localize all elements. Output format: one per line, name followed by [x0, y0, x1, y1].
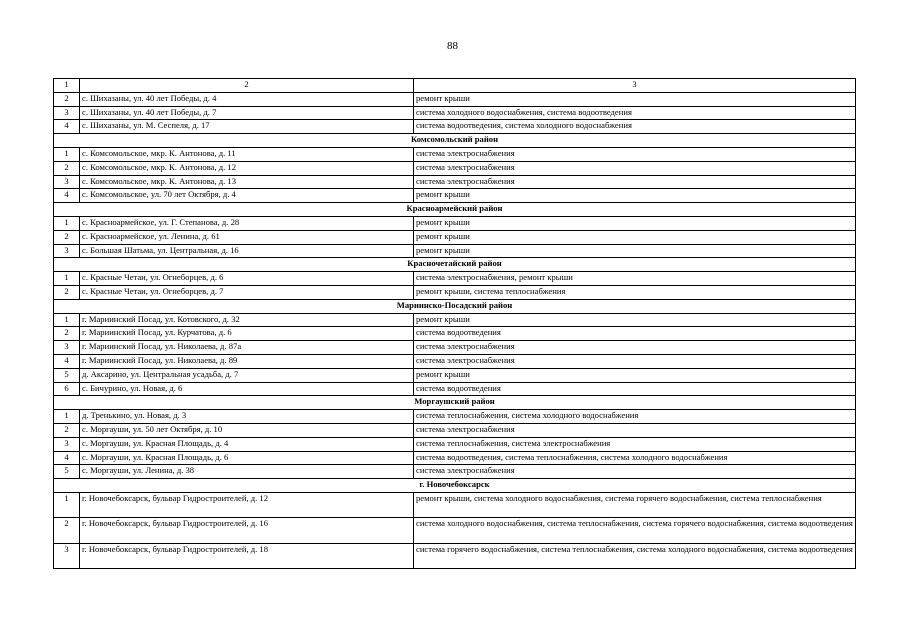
- header-col-3: 3: [414, 79, 856, 93]
- row-number: 2: [54, 161, 80, 175]
- table-row: [54, 244, 856, 258]
- row-works: система электроснабжения: [414, 175, 856, 189]
- row-address: с. Шихазаны, ул. 40 лет Победы, д. 7: [80, 106, 414, 120]
- table-row: [54, 106, 856, 120]
- section-title: Моргаушский район: [54, 396, 856, 410]
- section-title: Красночетайский район: [54, 258, 856, 272]
- table-row: [54, 327, 856, 341]
- row-works: система теплоснабжения, система холодного водоснабжения: [414, 410, 856, 424]
- row-number: 3: [54, 175, 80, 189]
- row-address: г. Мариинский Посад, ул. Николаева, д. 89: [80, 354, 414, 368]
- row-works: ремонт крыши: [414, 92, 856, 106]
- row-address: с. Бичурино, ул. Новая, д. 6: [80, 382, 414, 396]
- table-row: [54, 368, 856, 382]
- row-number: 4: [54, 120, 80, 134]
- row-address: с. Комсомольское, мкр. К. Антонова, д. 11: [80, 147, 414, 161]
- row-works: ремонт крыши: [414, 189, 856, 203]
- row-works: ремонт крыши: [414, 313, 856, 327]
- row-address: с. Моргауши, ул. Красная Площадь, д. 6: [80, 451, 414, 465]
- row-number: 1: [54, 147, 80, 161]
- row-works: ремонт крыши, система теплоснабжения: [414, 285, 856, 299]
- row-works: система водоотведения: [414, 382, 856, 396]
- row-number: 2: [54, 230, 80, 244]
- row-address: с. Большая Шатьма, ул. Центральная, д. 16: [80, 244, 414, 258]
- row-works: система электроснабжения: [414, 161, 856, 175]
- row-number: 1: [54, 313, 80, 327]
- table-row: [54, 518, 856, 543]
- row-address: с. Красноармейское, ул. Г. Степанова, д. 28: [80, 216, 414, 230]
- table-row: [54, 147, 856, 161]
- row-address: с. Шихазаны, ул. 40 лет Победы, д. 4: [80, 92, 414, 106]
- table-row: [54, 451, 856, 465]
- row-address: с. Красные Четаи, ул. Огнеборцев, д. 6: [80, 272, 414, 286]
- section-header-row: [54, 134, 856, 148]
- row-address: с. Красные Четаи, ул. Огнеборцев, д. 7: [80, 285, 414, 299]
- row-number: 4: [54, 189, 80, 203]
- table-row: [54, 423, 856, 437]
- section-header-row: [54, 479, 856, 493]
- section-header-row: [54, 299, 856, 313]
- row-number: 5: [54, 368, 80, 382]
- row-address: г. Мариинский Посад, ул. Николаева, д. 87а: [80, 341, 414, 355]
- section-title: Красноармейский район: [54, 203, 856, 217]
- row-address: г. Новочебоксарск, бульвар Гидростроителей, д. 16: [80, 518, 414, 543]
- row-number: 1: [54, 410, 80, 424]
- table-row: [54, 437, 856, 451]
- row-works: система водоотведения, система теплоснабжения, система холодного водоснабжения: [414, 451, 856, 465]
- row-address: г. Новочебоксарск, бульвар Гидростроителей, д. 12: [80, 492, 414, 517]
- section-header-row: [54, 203, 856, 217]
- page-number: 88: [447, 40, 458, 52]
- row-works: система холодного водоснабжения, система теплоснабжения, система горячего водоснабжения, система водоотведения: [414, 518, 856, 543]
- table-row: [54, 382, 856, 396]
- row-number: 3: [54, 341, 80, 355]
- table-row: [54, 230, 856, 244]
- row-address: с. Шихазаны, ул. М. Сеспеля, д. 17: [80, 120, 414, 134]
- row-number: 5: [54, 465, 80, 479]
- row-number: 3: [54, 543, 80, 568]
- row-works: система водоотведения, система холодного водоснабжения: [414, 120, 856, 134]
- row-number: 2: [54, 285, 80, 299]
- row-works: система электроснабжения: [414, 147, 856, 161]
- table-row: [54, 216, 856, 230]
- row-works: система электроснабжения: [414, 465, 856, 479]
- row-number: 1: [54, 272, 80, 286]
- row-works: система водоотведения: [414, 327, 856, 341]
- row-number: 4: [54, 354, 80, 368]
- row-number: 1: [54, 216, 80, 230]
- table-row: [54, 272, 856, 286]
- row-works: ремонт крыши: [414, 244, 856, 258]
- table-row: [54, 543, 856, 568]
- table-row: [54, 341, 856, 355]
- row-number: 2: [54, 327, 80, 341]
- row-number: 3: [54, 106, 80, 120]
- row-number: 2: [54, 518, 80, 543]
- row-address: с. Комсомольское, ул. 70 лет Октября, д. 4: [80, 189, 414, 203]
- table-row: [54, 92, 856, 106]
- table-row: [54, 492, 856, 517]
- table-row: [54, 161, 856, 175]
- table-row: [54, 175, 856, 189]
- row-number: 2: [54, 92, 80, 106]
- table-row: [54, 465, 856, 479]
- header-col-2: 2: [80, 79, 414, 93]
- table-body: [54, 79, 856, 569]
- row-address: г. Мариинский Посад, ул. Курчатова, д. 6: [80, 327, 414, 341]
- row-address: г. Мариинский Посад, ул. Котовского, д. 32: [80, 313, 414, 327]
- row-address: с. Комсомольское, мкр. К. Антонова, д. 12: [80, 161, 414, 175]
- row-number: 6: [54, 382, 80, 396]
- table-header-row: [54, 79, 856, 93]
- row-address: с. Моргауши, ул. Ленина, д. 38: [80, 465, 414, 479]
- row-address: д. Тренькино, ул. Новая, д. 3: [80, 410, 414, 424]
- table-row: [54, 285, 856, 299]
- row-number: 3: [54, 244, 80, 258]
- row-number: 3: [54, 437, 80, 451]
- section-title: г. Новочебоксарск: [54, 479, 856, 493]
- header-col-1: 1: [54, 79, 80, 93]
- section-header-row: [54, 258, 856, 272]
- table-row: [54, 189, 856, 203]
- row-works: ремонт крыши: [414, 230, 856, 244]
- row-works: система теплоснабжения, система электроснабжения: [414, 437, 856, 451]
- row-number: 2: [54, 423, 80, 437]
- row-address: г. Новочебоксарск, бульвар Гидростроителей, д. 18: [80, 543, 414, 568]
- row-address: с. Комсомольское, мкр. К. Антонова, д. 13: [80, 175, 414, 189]
- row-works: ремонт крыши: [414, 368, 856, 382]
- row-works: система электроснабжения: [414, 341, 856, 355]
- row-address: д. Аксарино, ул. Центральная усадьба, д. 7: [80, 368, 414, 382]
- table-row: [54, 410, 856, 424]
- table-row: [54, 313, 856, 327]
- row-works: ремонт крыши, система холодного водоснабжения, система горячего водоснабжения, система теплоснабжения: [414, 492, 856, 517]
- row-address: с. Моргауши, ул. 50 лет Октября, д. 10: [80, 423, 414, 437]
- row-number: 1: [54, 492, 80, 517]
- section-header-row: [54, 396, 856, 410]
- section-title: Мариинско-Посадский район: [54, 299, 856, 313]
- table-row: [54, 120, 856, 134]
- row-works: система холодного водоснабжения, система водоотведения: [414, 106, 856, 120]
- row-works: система горячего водоснабжения, система теплоснабжения, система холодного водоснабжения, система водоотведения: [414, 543, 856, 568]
- works-table: [53, 78, 856, 569]
- row-address: с. Красноармейское, ул. Ленина, д. 61: [80, 230, 414, 244]
- row-number: 4: [54, 451, 80, 465]
- row-works: система электроснабжения, ремонт крыши: [414, 272, 856, 286]
- row-works: система электроснабжения: [414, 354, 856, 368]
- row-works: система электроснабжения: [414, 423, 856, 437]
- row-address: с. Моргауши, ул. Красная Площадь, д. 4: [80, 437, 414, 451]
- section-title: Комсомольский район: [54, 134, 856, 148]
- table-row: [54, 354, 856, 368]
- row-works: ремонт крыши: [414, 216, 856, 230]
